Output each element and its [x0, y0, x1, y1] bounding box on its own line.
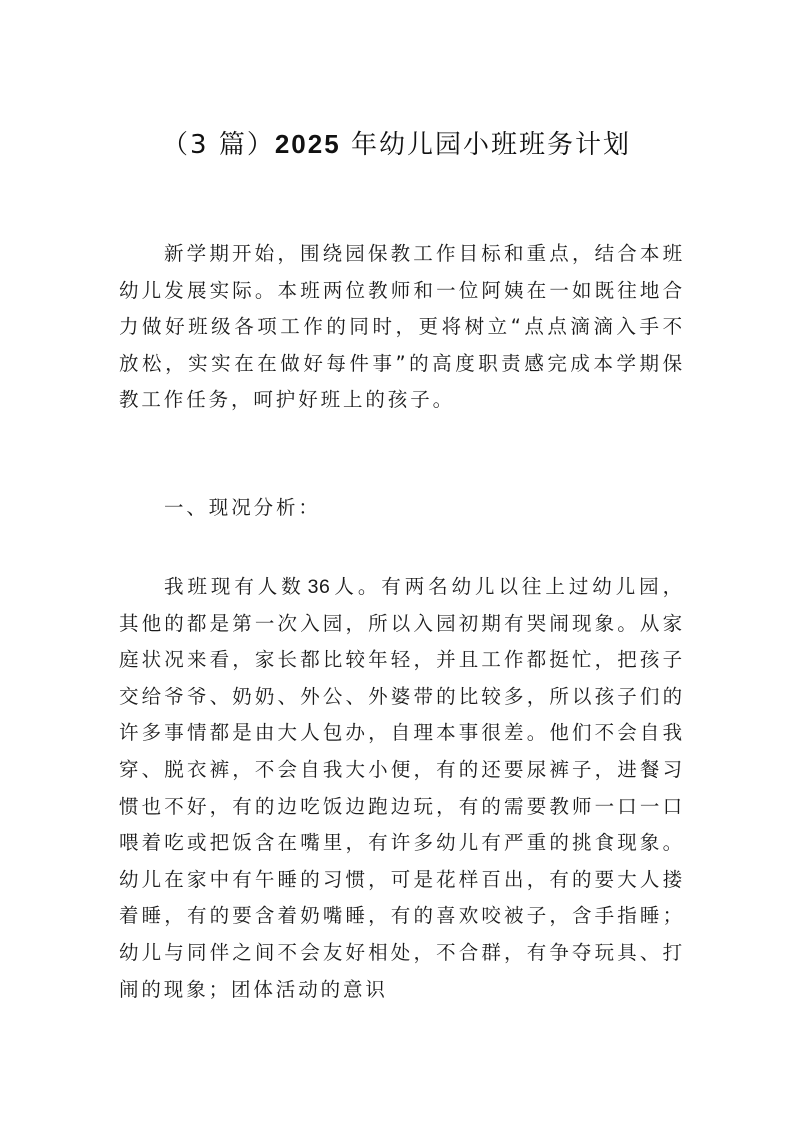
section-heading-block: [119, 490, 685, 527]
analysis-text-rest: 人。有两名幼儿以往上过幼儿园，其他的都是第一次入园，所以入园初期有哭闹现象。从家庭状况来看，家长都比较年轻，并且工作都挺忙，把孩子交给爷爷、奶奶、外公、外婆带的比较多，所以孩子们的许多事情都是由大人包办，自理本事很差。他们不会自我穿、脱衣裤，不会自我大小便，有的还要尿裤子，进餐习惯也不好，有的边吃饭边跑边玩，有的需要教师一口一口喂着吃或把饭含在嘴里，有许多幼儿有严重的挑食现象。幼儿在家中有午睡的习惯，可是花样百出，有的要大人搂着睡，有的要含着奶嘴睡，有的喜欢咬被子，含手指睡；幼儿与同伴之间不会友好相处，不合群，有争夺玩具、打闹的现象；团体活动的意识: [119, 575, 685, 1001]
intro-section: [119, 236, 685, 419]
intro-paragraph: 新学期开始，围绕园保教工作目标和重点，结合本班幼儿发展实际。本班两位教师和一位阿姨在一如既往地合力做好班级各项工作的同时，更将树立“点点滴滴入手不放松，实实在在做好每件事”的高度职责感完成本学期保教工作任务，呵护好班上的孩子。: [119, 242, 685, 412]
title-prefix: （3 篇）: [162, 130, 275, 160]
class-size-count: 36: [307, 576, 331, 598]
analysis-section: [119, 569, 685, 1008]
analysis-text-start: 我班现有人数: [164, 575, 305, 598]
document-title: [0, 126, 793, 163]
section-heading: 一、现况分析：: [164, 496, 321, 519]
title-year: 2025: [274, 129, 341, 159]
analysis-paragraph: [119, 569, 685, 1008]
title-rest: 年幼儿园小班班务计划: [340, 130, 631, 160]
